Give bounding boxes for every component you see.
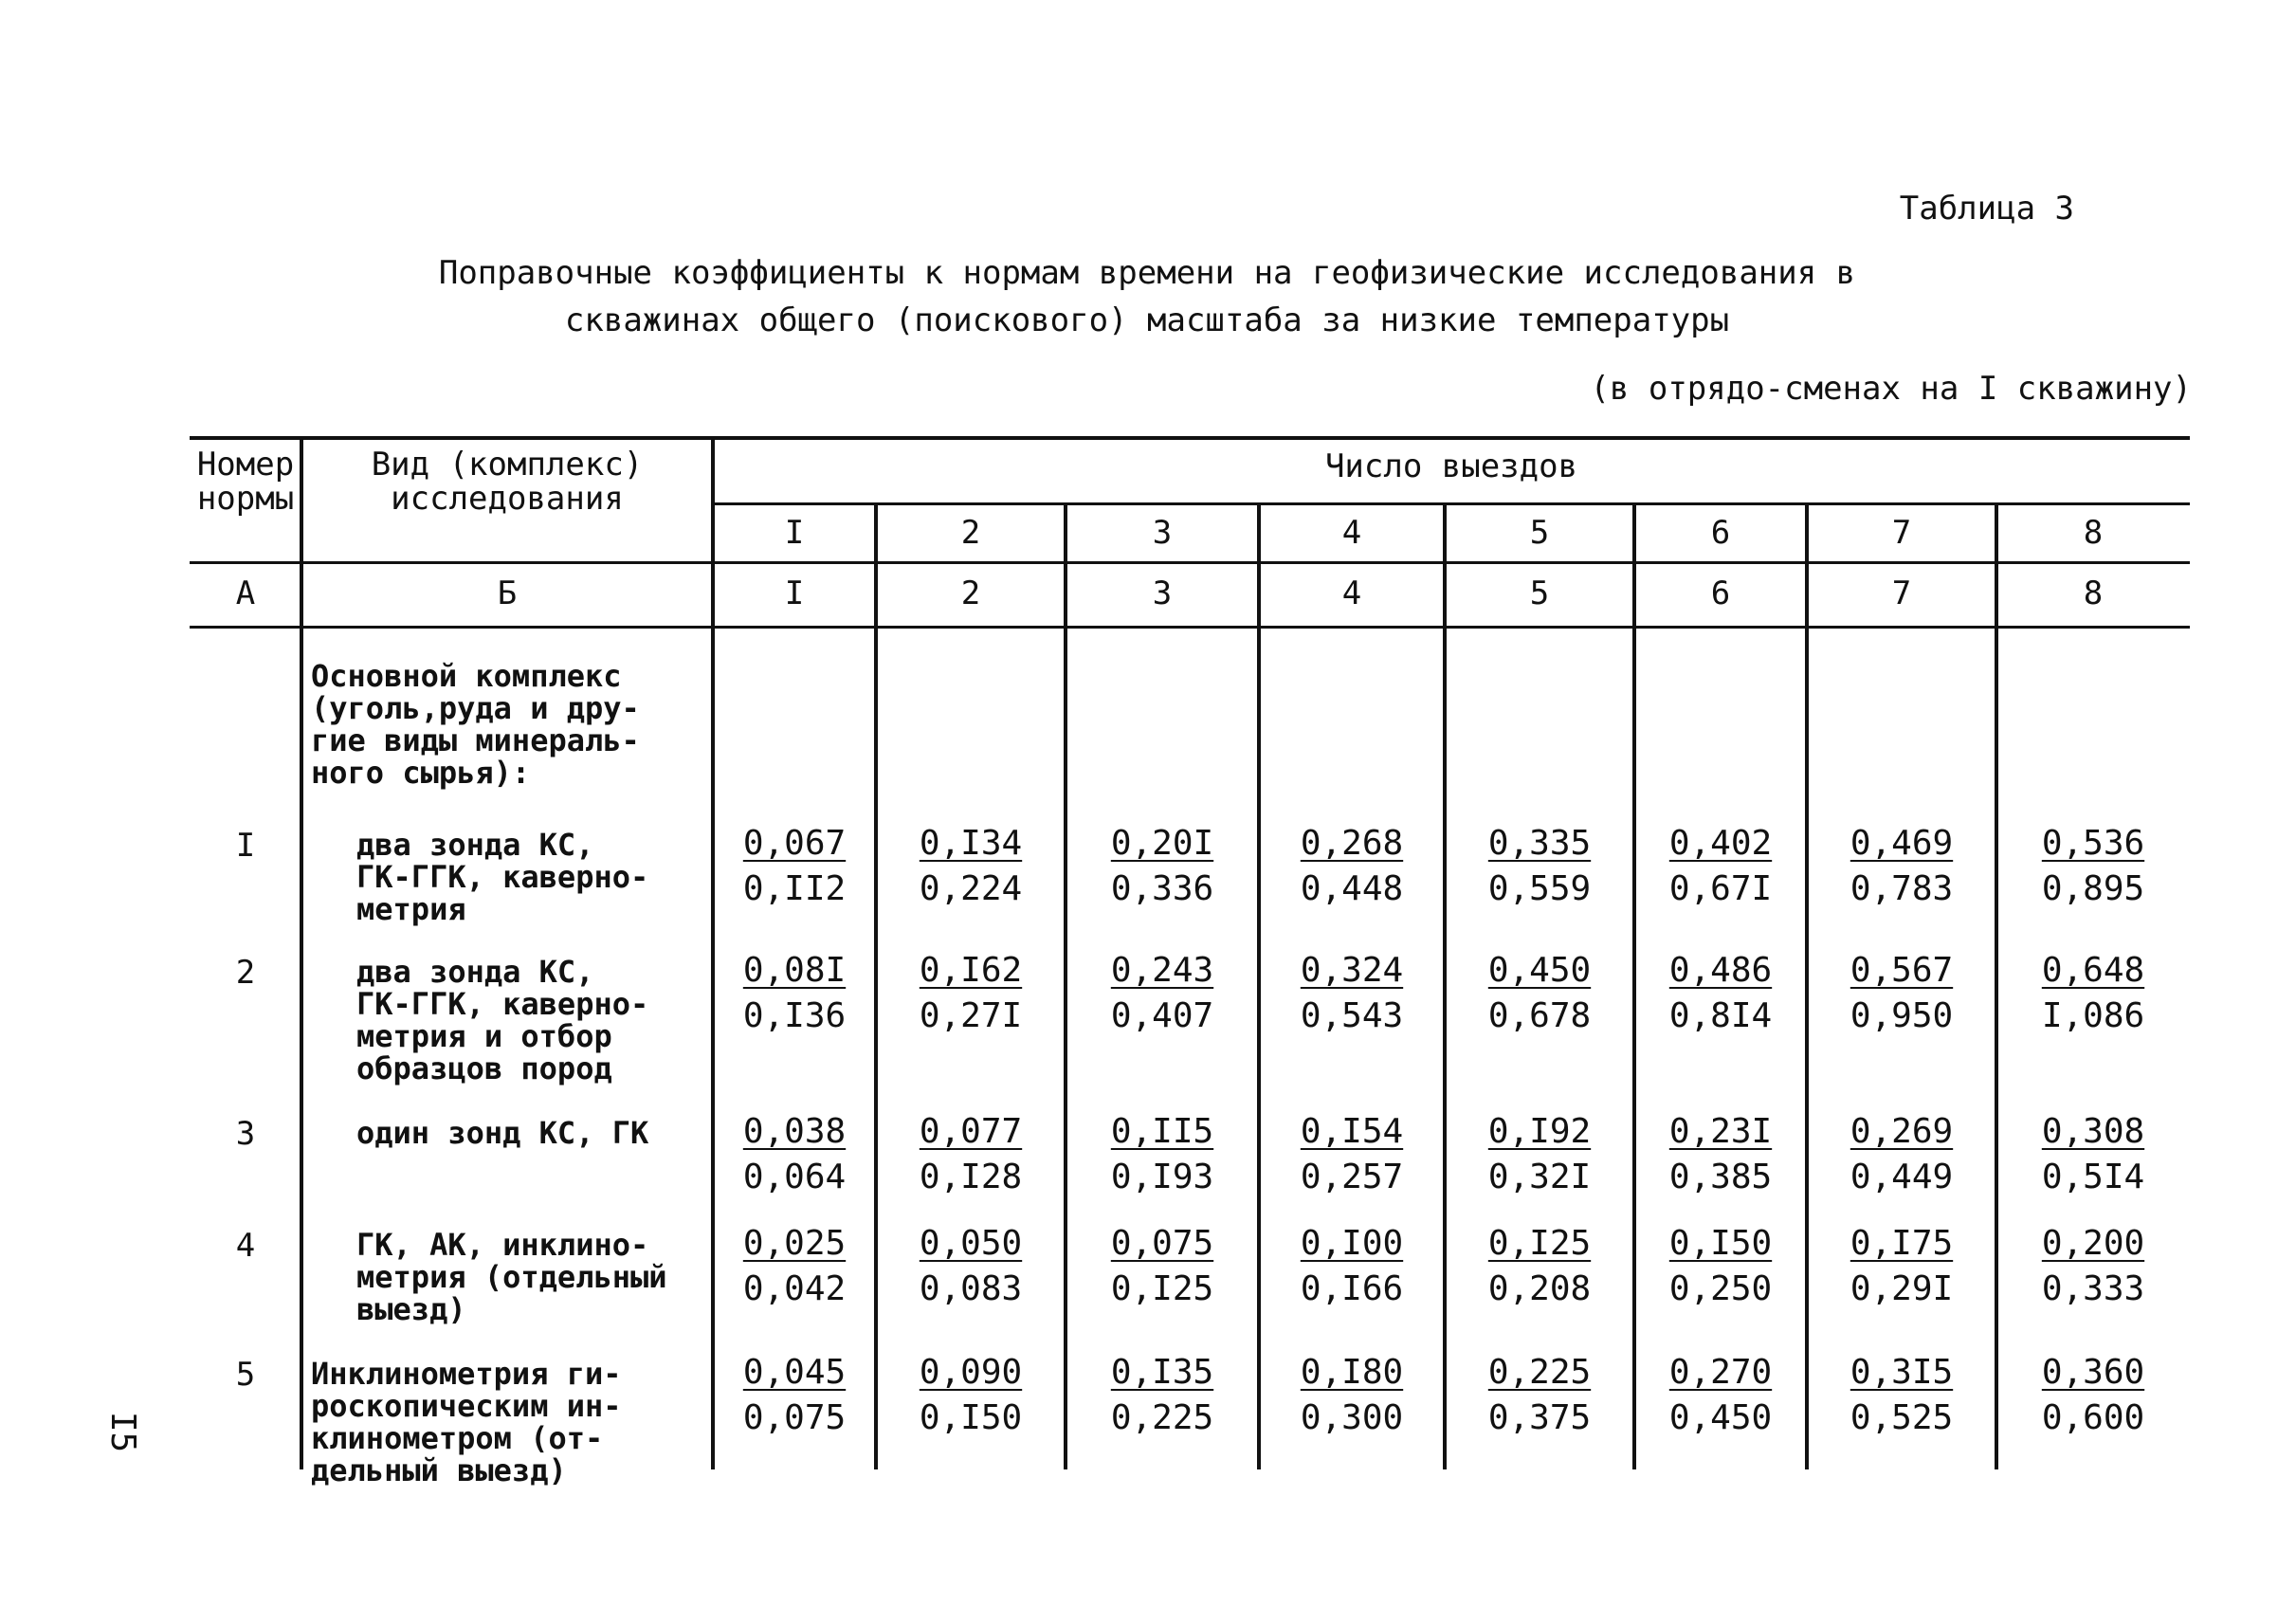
coefficient-top-value: 0,486: [1668, 951, 1773, 990]
table-title-line-1: Поправочные коэффициенты к нормам времени на геофизические исследования в: [438, 254, 1856, 292]
coefficient-bottom-value: I,086: [2041, 996, 2145, 1035]
coefficient-cell: [1807, 821, 1996, 912]
coefficient-top-value: 0,045: [742, 1353, 847, 1392]
coefficient-cell: [1445, 1221, 1634, 1312]
coefficient-bottom-value: 0,225: [1110, 1398, 1214, 1437]
column-index: 5: [1529, 575, 1550, 612]
research-type: ГК, АК, инклино- метрия (отдельный выезд): [356, 1227, 667, 1327]
coefficient-top-value: 0,270: [1668, 1353, 1773, 1392]
coefficient-top-value: 0,23I: [1668, 1112, 1773, 1151]
coefficient-bottom-value: 0,449: [1850, 1158, 1954, 1196]
coefficient-bottom-value: 0,I28: [919, 1158, 1023, 1196]
coefficient-top-value: 0,038: [742, 1112, 847, 1151]
coefficient-bottom-value: 0,083: [919, 1269, 1023, 1308]
research-type: два зонда КС, ГК-ГГК, каверно- метрия: [356, 827, 649, 927]
coefficient-bottom-value: 0,I36: [742, 996, 847, 1035]
coefficient-cell: [1807, 1350, 1996, 1441]
coefficient-top-value: 0,I50: [1668, 1224, 1773, 1263]
norm-number: 2: [235, 954, 256, 992]
coefficient-cell: [713, 1350, 876, 1441]
coefficient-cell: [876, 1221, 1066, 1312]
column-header-type: Вид (комплекс) исследования: [371, 446, 644, 518]
coefficient-bottom-value: 0,064: [742, 1158, 847, 1196]
coefficient-bottom-value: 0,I25: [1110, 1269, 1214, 1308]
trip-number-header: 8: [2083, 514, 2104, 552]
norm-number: 5: [235, 1356, 256, 1394]
coefficient-top-value: 0,I00: [1300, 1224, 1404, 1263]
coefficient-top-value: 0,450: [1487, 951, 1592, 990]
coefficient-top-value: 0,I34: [919, 824, 1023, 863]
column-index: I: [784, 575, 805, 612]
coefficient-cell: [713, 1109, 876, 1200]
coefficient-bottom-value: 0,32I: [1487, 1158, 1592, 1196]
column-index: 4: [1341, 575, 1362, 612]
coefficient-cell: [1445, 1350, 1634, 1441]
coefficient-cell: [1066, 948, 1259, 1039]
coefficient-bottom-value: 0,543: [1300, 996, 1404, 1035]
coefficient-top-value: 0,268: [1300, 824, 1404, 863]
coefficient-top-value: 0,469: [1850, 824, 1954, 863]
norm-number: 4: [235, 1227, 256, 1265]
trip-number-header: 6: [1710, 514, 1731, 552]
coefficient-top-value: 0,243: [1110, 951, 1214, 990]
trip-number-header: 7: [1891, 514, 1912, 552]
coefficient-bottom-value: 0,600: [2041, 1398, 2145, 1437]
table-rule: [713, 502, 2190, 505]
coefficient-top-value: 0,I54: [1300, 1112, 1404, 1151]
column-index: А: [235, 575, 256, 612]
coefficient-bottom-value: 0,895: [2041, 869, 2145, 908]
coefficient-cell: [1445, 821, 1634, 912]
coefficient-top-value: 0,269: [1850, 1112, 1954, 1151]
column-index: Б: [497, 575, 518, 612]
coefficient-cell: [1807, 948, 1996, 1039]
research-type: один зонд КС, ГК: [356, 1115, 649, 1151]
coefficient-top-value: 0,335: [1487, 824, 1592, 863]
coefficient-bottom-value: 0,I93: [1110, 1158, 1214, 1196]
coefficient-bottom-value: 0,300: [1300, 1398, 1404, 1437]
norm-number: 3: [235, 1115, 256, 1153]
coefficient-cell: [1259, 948, 1445, 1039]
coefficient-cell: [1445, 948, 1634, 1039]
trip-number-header: 5: [1529, 514, 1550, 552]
coefficient-cell: [1996, 1109, 2190, 1200]
coefficient-cell: [1996, 1350, 2190, 1441]
column-index: 7: [1891, 575, 1912, 612]
coefficient-bottom-value: 0,257: [1300, 1158, 1404, 1196]
coefficient-top-value: 0,II5: [1110, 1112, 1214, 1151]
coefficient-bottom-value: 0,375: [1487, 1398, 1592, 1437]
column-index: 3: [1152, 575, 1173, 612]
coefficient-top-value: 0,090: [919, 1353, 1023, 1392]
coefficient-cell: [713, 821, 876, 912]
coefficient-top-value: 0,360: [2041, 1353, 2145, 1392]
coefficient-bottom-value: 0,5I4: [2041, 1158, 2145, 1196]
coefficient-top-value: 0,3I5: [1850, 1353, 1954, 1392]
trip-number-header: I: [784, 514, 805, 552]
research-type: два зонда КС, ГК-ГГК, каверно- метрия и отбор образцов пород: [356, 954, 649, 1086]
column-index: 6: [1710, 575, 1731, 612]
coefficient-top-value: 0,I75: [1850, 1224, 1954, 1263]
coefficient-top-value: 0,I25: [1487, 1224, 1592, 1263]
coefficient-cell: [1996, 821, 2190, 912]
coefficient-top-value: 0,324: [1300, 951, 1404, 990]
coefficient-top-value: 0,025: [742, 1224, 847, 1263]
norm-number: I: [235, 827, 256, 865]
trip-number-header: 3: [1152, 514, 1173, 552]
coefficient-top-value: 0,050: [919, 1224, 1023, 1263]
coefficient-cell: [1066, 821, 1259, 912]
coefficient-cell: [1259, 821, 1445, 912]
coefficient-top-value: 0,20I: [1110, 824, 1214, 863]
coefficient-top-value: 0,567: [1850, 951, 1954, 990]
coefficient-bottom-value: 0,27I: [919, 996, 1023, 1035]
coefficient-top-value: 0,648: [2041, 951, 2145, 990]
coefficient-cell: [1807, 1221, 1996, 1312]
coefficient-cell: [1259, 1350, 1445, 1441]
coefficient-bottom-value: 0,450: [1668, 1398, 1773, 1437]
coefficient-top-value: 0,I80: [1300, 1353, 1404, 1392]
coefficient-bottom-value: 0,224: [919, 869, 1023, 908]
coefficient-cell: [1066, 1221, 1259, 1312]
coefficient-bottom-value: 0,678: [1487, 996, 1592, 1035]
trip-number-header: 4: [1341, 514, 1362, 552]
coefficient-top-value: 0,402: [1668, 824, 1773, 863]
table-rule: [190, 561, 2190, 564]
coefficient-bottom-value: 0,525: [1850, 1398, 1954, 1437]
coefficient-bottom-value: 0,783: [1850, 869, 1954, 908]
coefficient-bottom-value: 0,250: [1668, 1269, 1773, 1308]
page-number: I5: [103, 1411, 143, 1453]
coefficient-cell: [1634, 821, 1807, 912]
column-index: 2: [960, 575, 981, 612]
coefficient-bottom-value: 0,II2: [742, 869, 847, 908]
coefficient-cell: [1066, 1109, 1259, 1200]
coefficient-cell: [1634, 1221, 1807, 1312]
coefficient-cell: [713, 1221, 876, 1312]
coefficient-top-value: 0,308: [2041, 1112, 2145, 1151]
coefficient-bottom-value: 0,336: [1110, 869, 1214, 908]
table-title-line-2: скважинах общего (поискового) масштаба за низкие температуры: [564, 301, 1730, 339]
research-type: Инклинометрия ги- роскопическим ин- клинометром (от- дельный выезд): [311, 1356, 622, 1488]
coefficient-cell: [876, 821, 1066, 912]
coefficient-cell: [876, 1350, 1066, 1441]
coefficient-cell: [1066, 1350, 1259, 1441]
coefficient-cell: [876, 1109, 1066, 1200]
coefficient-bottom-value: 0,8I4: [1668, 996, 1773, 1035]
coefficient-top-value: 0,225: [1487, 1353, 1592, 1392]
table-units: (в отрядо-сменах на I скважину): [1590, 370, 2192, 408]
coefficient-bottom-value: 0,448: [1300, 869, 1404, 908]
coefficient-top-value: 0,075: [1110, 1224, 1214, 1263]
coefficient-bottom-value: 0,I66: [1300, 1269, 1404, 1308]
coefficient-bottom-value: 0,385: [1668, 1158, 1773, 1196]
column-index: 8: [2083, 575, 2104, 612]
table-label: Таблица 3: [1899, 190, 2074, 228]
coefficient-cell: [1996, 948, 2190, 1039]
table-rule: [190, 626, 2190, 629]
coefficient-cell: [1259, 1221, 1445, 1312]
table-rule: [190, 436, 2190, 440]
coefficient-bottom-value: 0,I50: [919, 1398, 1023, 1437]
coefficient-top-value: 0,077: [919, 1112, 1023, 1151]
coefficient-cell: [1445, 1109, 1634, 1200]
coefficient-bottom-value: 0,208: [1487, 1269, 1592, 1308]
coefficient-cell: [713, 948, 876, 1039]
section-label: Основной комплекс (уголь,руда и дру- гие виды минераль- ного сырья):: [311, 658, 640, 791]
coefficients-table: [190, 436, 2190, 1488]
coefficient-top-value: 0,I92: [1487, 1112, 1592, 1151]
coefficient-cell: [1634, 1109, 1807, 1200]
coefficient-cell: [1634, 948, 1807, 1039]
coefficient-bottom-value: 0,559: [1487, 869, 1592, 908]
coefficient-top-value: 0,I35: [1110, 1353, 1214, 1392]
coefficient-bottom-value: 0,67I: [1668, 869, 1773, 908]
coefficient-cell: [1634, 1350, 1807, 1441]
coefficient-cell: [1807, 1109, 1996, 1200]
coefficient-bottom-value: 0,042: [742, 1269, 847, 1308]
coefficient-bottom-value: 0,950: [1850, 996, 1954, 1035]
coefficient-top-value: 0,200: [2041, 1224, 2145, 1263]
coefficient-bottom-value: 0,333: [2041, 1269, 2145, 1308]
coefficient-top-value: 0,08I: [742, 951, 847, 990]
coefficient-cell: [876, 948, 1066, 1039]
column-header-number: Номер нормы: [196, 446, 295, 518]
coefficient-top-value: 0,067: [742, 824, 847, 863]
coefficient-bottom-value: 0,407: [1110, 996, 1214, 1035]
coefficient-cell: [1996, 1221, 2190, 1312]
coefficient-top-value: 0,536: [2041, 824, 2145, 863]
trip-number-header: 2: [960, 514, 981, 552]
coefficient-bottom-value: 0,075: [742, 1398, 847, 1437]
coefficient-bottom-value: 0,29I: [1850, 1269, 1954, 1308]
coefficient-cell: [1259, 1109, 1445, 1200]
coefficient-top-value: 0,I62: [919, 951, 1023, 990]
column-group-header: Число выездов: [1324, 447, 1578, 485]
